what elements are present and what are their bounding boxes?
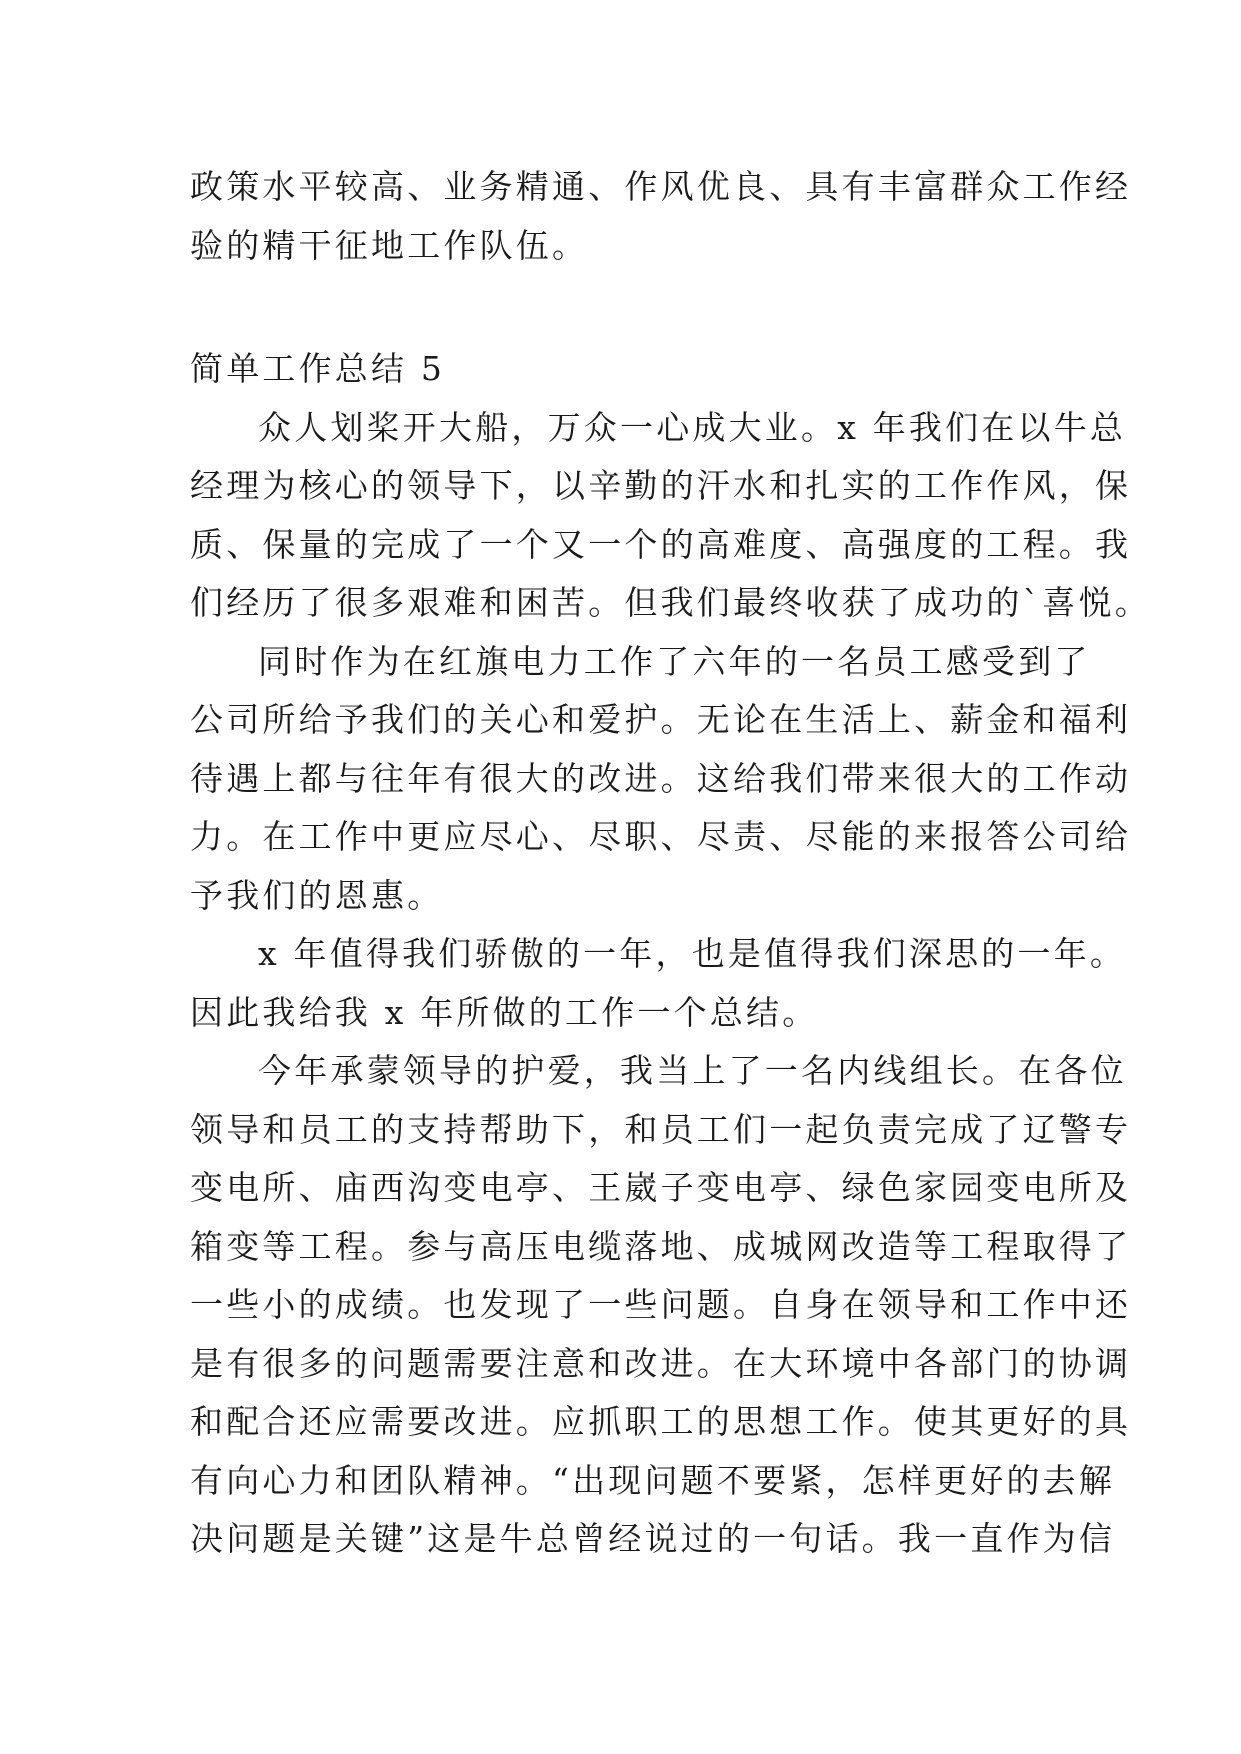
text-line: 力。在工作中更应尽心、尽职、尽责、尽能的来报答公司给	[190, 817, 1132, 856]
text-line: 一些小的成绩。也发现了一些问题。自身在领导和工作中还	[190, 1285, 1132, 1324]
text-line: 验的精干征地工作队伍。	[190, 225, 589, 265]
text-line: 变电所、庙西沟变电亭、王崴子变电亭、绿色家园变电所及	[190, 1168, 1132, 1207]
text-line: 经理为核心的领导下，以辛勤的汗水和扎实的工作作风，保	[190, 466, 1132, 505]
text-line: 众人划桨开大船，万众一心成大业。x 年我们在以牛总	[258, 407, 1127, 447]
text-line: x 年值得我们骄傲的一年，也是值得我们深思的一年。	[258, 934, 1127, 973]
paragraph-3	[190, 925, 1127, 1042]
intro-paragraph	[190, 158, 1132, 275]
paragraph-2	[190, 633, 1132, 926]
text-line: 和配合还应需要改进。应抓职工的思想工作。使其更好的具	[190, 1402, 1132, 1441]
paragraph-1	[190, 399, 1151, 633]
paragraph-4	[190, 1042, 1132, 1569]
text-line: 是有很多的问题需要注意和改进。在大环境中各部门的协调	[190, 1343, 1132, 1383]
text-line: 们经历了很多艰难和困苦。但我们最终收获了成功的`喜悦。	[190, 583, 1151, 622]
text-line: 质、保量的完成了一个又一个的高难度、高强度的工程。我	[190, 524, 1132, 564]
text-line: 公司所给予我们的关心和爱护。无论在生活上、薪金和福利	[190, 700, 1132, 739]
text-line: 予我们的恩惠。	[190, 875, 444, 915]
text-line: 领导和员工的支持帮助下，和员工们一起负责完成了辽警专	[190, 1109, 1132, 1149]
text-line: 有向心力和团队精神。“出现问题不要紧，怎样更好的去解	[190, 1460, 1116, 1500]
text-line: 决问题是关键”这是牛总曾经说过的一句话。我一直作为信	[190, 1519, 1116, 1558]
section-title: 简单工作总结 5	[190, 349, 446, 388]
text-line: 今年承蒙领导的护爱，我当上了一名内线组长。在各位	[258, 1051, 1127, 1090]
text-line: 箱变等工程。参与高压电缆落地、成城网改造等工程取得了	[190, 1226, 1132, 1266]
text-line: 因此我给我 x 年所做的工作一个总结。	[190, 992, 819, 1032]
text-line: 待遇上都与往年有很大的改进。这给我们带来很大的工作动	[190, 758, 1132, 798]
text-line: 政策水平较高、业务精通、作风优良、具有丰富群众工作经	[190, 167, 1132, 206]
document-body	[190, 340, 1151, 1569]
text-line: 同时作为在红旗电力工作了六年的一名员工感受到了	[258, 641, 1091, 681]
